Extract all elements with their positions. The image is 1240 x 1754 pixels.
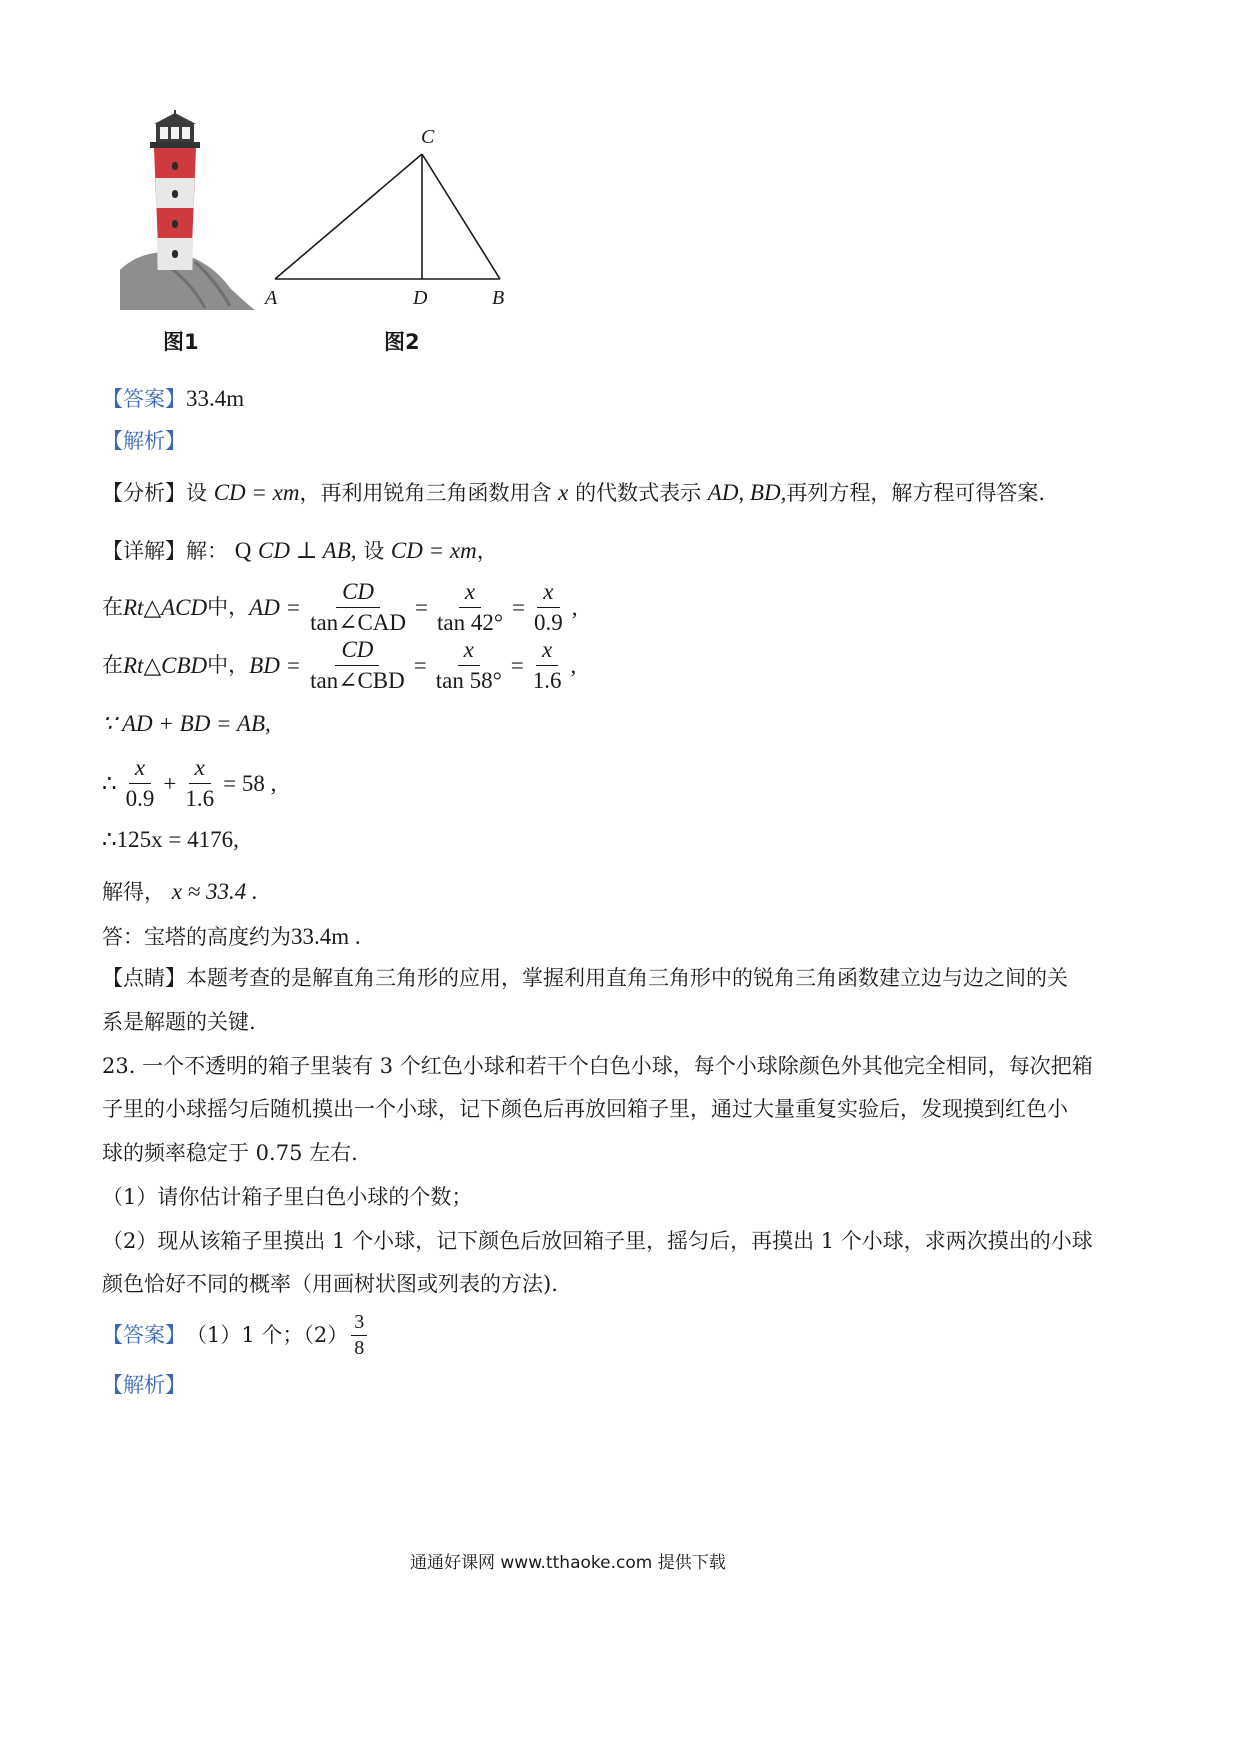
l2-tri: Rt△CBD <box>123 653 208 679</box>
l1-end: , <box>571 595 578 621</box>
l2-end: , <box>570 653 577 679</box>
l4-plus: + <box>163 771 177 797</box>
l2-frac-2: $\frac{x}{\tan 58^\circ}$ <box>435 637 502 694</box>
q23-line-1: 23. 一个不透明的箱子里装有 3 个红色小球和若干个白色小球，每个小球除颜色外其他完全相同，每次把箱 <box>102 1054 1093 1078</box>
l1-tri: Rt△ACD <box>123 595 208 621</box>
equation-125x: ∴125x = 4176, <box>102 827 239 852</box>
detail-q: Q <box>234 538 252 563</box>
l4-frac-1: $\frac{x}{0.9}$ <box>125 755 155 812</box>
fenxi-x: x <box>558 480 569 505</box>
l1-frac-2: $\frac{x}{\tan 42^\circ}$ <box>437 579 504 636</box>
l1-eq1: = <box>415 595 428 621</box>
l1-lhs: AD = <box>249 595 302 621</box>
l1-pre: 在 <box>102 595 123 620</box>
equation-sum: ∵ AD + BD = AB, <box>102 711 271 736</box>
detail-pre: 解： <box>186 539 228 563</box>
fenxi-mid: ，再利用锐角三角函数用含 <box>299 481 552 505</box>
dianjing-line-1 <box>102 968 1068 989</box>
q23-line-2: 子里的小球摇匀后随机摸出一个小球，记下颜色后再放回箱子里，通过大量重复实验后，发现摸到红色小 <box>102 1097 1068 1121</box>
page-footer: 通通好课网 www.tthaoke.com 提供下载 <box>410 1553 726 1573</box>
l1-frac-3: $\frac{x}{0.9}$ <box>534 579 563 636</box>
detail-eq: CD = xm <box>390 538 477 563</box>
l2-frac-3: $\frac{x}{1.6}$ <box>532 637 562 694</box>
solve-line <box>102 880 258 903</box>
fenxi-tag: 【分析】 <box>102 481 186 505</box>
l6-eq: x ≈ 33.4 . <box>171 879 258 904</box>
l2-pre: 在 <box>102 653 123 678</box>
label-a: A <box>265 287 278 309</box>
l2-mid: 中， <box>207 653 250 678</box>
l2-frac-1: $\frac{CD}{\text{tan∠CBD}}$ <box>310 637 405 694</box>
detail-line <box>102 539 498 562</box>
fenxi-pre: 设 <box>186 481 207 505</box>
dianjing-line-2: 系是解题的关键. <box>102 1010 256 1034</box>
l1-frac-1: $\frac{CD}{\text{tan∠CAD}}$ <box>310 579 407 636</box>
detail-end: ， <box>476 539 498 563</box>
fenxi-post: 再列方程，解方程可得答案. <box>786 481 1046 505</box>
q23-analysis-tag: 【解析】 <box>102 1373 186 1397</box>
l1-eq2: = <box>512 595 526 621</box>
analysis-tag: 【解析】 <box>102 429 186 453</box>
answer-value: 33.4m <box>186 386 245 411</box>
q23-answer-fraction: $\frac{3}{8}$ <box>351 1312 367 1359</box>
final-answer-line <box>102 925 361 948</box>
q23-line-3: 球的频率稳定于 0.75 左右. <box>102 1141 358 1165</box>
l4-rhs: = 58 , <box>223 771 277 797</box>
l1-mid: 中， <box>207 595 250 620</box>
triangle-figure <box>262 122 522 312</box>
fenxi-adbd: AD, BD, <box>707 480 787 505</box>
fenxi-line <box>102 481 1045 504</box>
q23-sub-1: （1）请你估计箱子里白色小球的个数； <box>102 1185 473 1209</box>
label-b: B <box>492 287 505 309</box>
l4-pre: ∴ <box>102 771 117 797</box>
l4-frac-2: $\frac{x}{1.6}$ <box>185 755 215 812</box>
fenxi-eq: CD = xm <box>213 480 300 505</box>
answer-tag: 【答案】 <box>102 387 186 411</box>
fenxi-mid2: 的代数式表示 <box>575 481 702 505</box>
dianjing-1: 本题考查的是解直角三角形的应用，掌握利用直角三角形中的锐角三角函数建立边与边之间的关 <box>186 966 1068 990</box>
detail-set: 设 <box>363 539 385 563</box>
q23-answer-tag: 【答案】 <box>102 1323 186 1347</box>
label-d: D <box>413 287 428 309</box>
q23-sub-2-line-1: （2）现从该箱子里摸出 1 个小球，记下颜色后放回箱子里，摇匀后，再摸出 1 个小球，求两次摸出的小球 <box>102 1229 1093 1253</box>
answer-line <box>102 387 244 410</box>
figure2-caption: 图2 <box>384 330 420 354</box>
equation-bd <box>102 638 576 693</box>
equation-ad <box>102 580 578 635</box>
l7-pre: 答：宝塔的高度约为 <box>102 925 291 949</box>
l2-lhs: BD = <box>249 653 302 679</box>
l7-val: 33.4m . <box>291 924 361 949</box>
equation-fraction-sum <box>102 756 276 811</box>
q23-sub-2-line-2: 颜色恰好不同的概率（用画树状图或列表的方法). <box>102 1272 558 1296</box>
label-c: C <box>421 126 435 148</box>
dianjing-tag: 【点睛】 <box>102 966 186 990</box>
l2-eq1: = <box>413 653 427 679</box>
detail-tag: 【详解】 <box>102 539 186 563</box>
lighthouse-figure <box>120 110 260 350</box>
q23-answer-line <box>102 1312 370 1359</box>
q23-answer-1: （1）1 个；（2） <box>186 1323 349 1347</box>
figure1-caption: 图1 <box>163 330 199 354</box>
l2-eq2: = <box>510 653 524 679</box>
l6-pre: 解得， <box>102 880 165 904</box>
detail-perp: CD ⊥ AB, <box>258 538 357 563</box>
